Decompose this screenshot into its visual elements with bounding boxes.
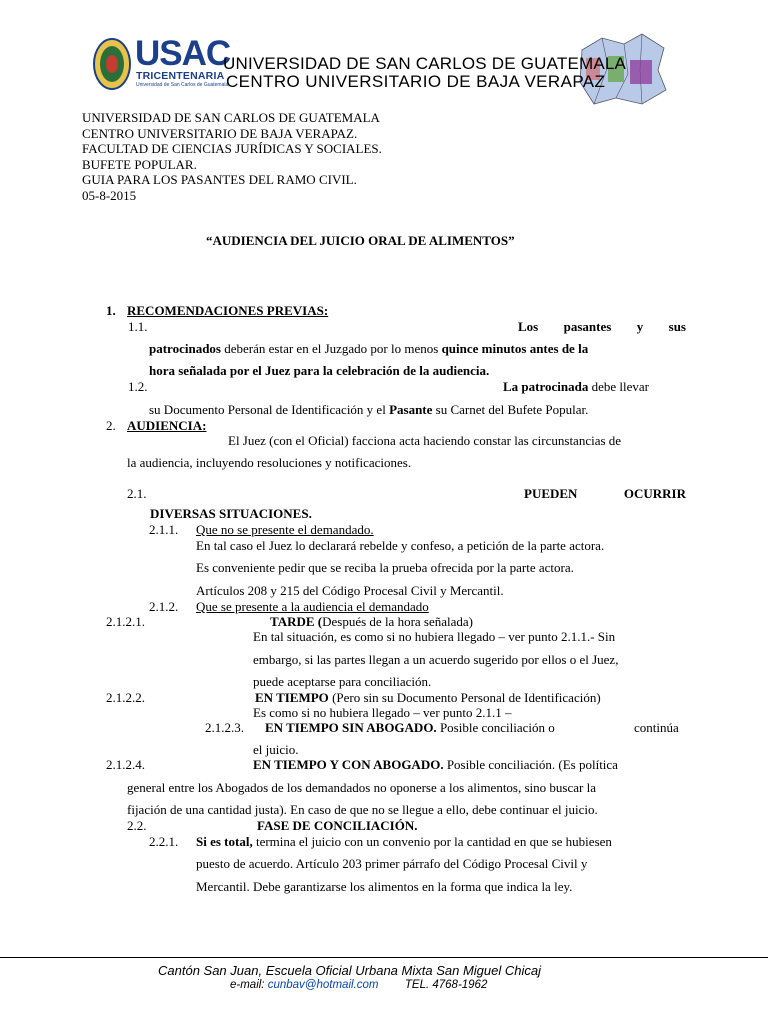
footer-phone: TEL. 4768-1962 [404, 979, 488, 991]
university-seal-icon [93, 38, 131, 90]
item-2-1-line2: DIVERSAS SITUACIONES. [150, 506, 312, 521]
intro-line: CENTRO UNIVERSITARIO DE BAJA VERAPAZ. [82, 126, 358, 141]
section-2-number: 2. [106, 418, 116, 433]
item-2-1-1-title: Que no se presente el demandado. [196, 522, 374, 537]
item-2-1-2-1-title: TARDE (Después de la hora señalada) [270, 614, 474, 629]
section-2-heading: AUDIENCIA: [127, 418, 207, 433]
item-1-1-line3: hora señalada por el Juez para la celebración de la audiencia. [149, 363, 490, 378]
item-2-1-2-4-number: 2.1.2.4. [106, 757, 145, 772]
item-2-1-2-4-title: EN TIEMPO Y CON ABOGADO. Posible conciliación. (Es política [253, 757, 618, 772]
item-2-1-2-1-line3: puede aceptarse para conciliación. [253, 674, 432, 689]
header-university-name: UNIVERSIDAD DE SAN CARLOS DE GUATEMALA [223, 54, 627, 73]
item-2-2-1-number: 2.2.1. [149, 834, 179, 849]
section-1-heading: RECOMENDACIONES PREVIAS: [127, 303, 329, 318]
section-2-para-line2: la audiencia, incluyendo resoluciones y notificaciones. [127, 455, 412, 470]
item-2-1-2-1-line2: embargo, si las partes llegan a un acuerdo sugerido por ellos o el Juez, [253, 652, 619, 667]
item-2-2-number: 2.2. [127, 818, 147, 833]
item-2-1-2-1-number: 2.1.2.1. [106, 614, 145, 629]
intro-line: UNIVERSIDAD DE SAN CARLOS DE GUATEMALA [82, 110, 380, 125]
header-center-name: CENTRO UNIVERSITARIO DE BAJA VERAPAZ [226, 72, 606, 91]
item-2-1-2-2-number: 2.1.2.2. [106, 690, 145, 705]
item-2-1-2-4-line2: fijación de una cantidad justa). En caso de que no se llegue a ello, debe continuar el juicio. [127, 802, 598, 817]
footer-divider [0, 957, 768, 958]
intro-line: GUIA PARA LOS PASANTES DEL RAMO CIVIL. [82, 172, 357, 187]
intro-date: 05-8-2015 [82, 188, 137, 203]
footer-address: Cantón San Juan, Escuela Oficial Urbana Mixta San Miguel Chicaj [158, 963, 541, 978]
logo-usac-text: USAC [135, 34, 231, 73]
item-1-1-line2: patrocinados deberán estar en el Juzgado por lo menos quince minutos antes de la [149, 341, 589, 356]
item-2-1-2-3-end: continúa [634, 720, 679, 735]
item-2-1-2-3-title: EN TIEMPO SIN ABOGADO. Posible conciliación o [265, 720, 555, 735]
item-2-2-1-line1: puesto de acuerdo. Artículo 203 primer párrafo del Código Procesal Civil y [196, 856, 588, 871]
item-2-1-2-number: 2.1.2. [149, 599, 179, 614]
section-2-para-line1: El Juez (con el Oficial) facciona acta haciendo constar las circunstancias de [228, 433, 622, 448]
logo-tricentenaria-text: TRICENTENARIA [136, 70, 225, 82]
footer-email-label: e-mail: [230, 979, 265, 991]
item-2-2-1-line2: Mercantil. Debe garantizarse los alimentos en la forma que indica la ley. [196, 879, 573, 894]
item-2-2-1-title: Si es total, termina el juicio con un convenio por la cantidad en que se hubiesen [196, 834, 612, 849]
document-title: “AUDIENCIA DEL JUICIO ORAL DE ALIMENTOS” [206, 233, 515, 248]
item-2-2-title: FASE DE CONCILIACIÓN. [257, 818, 418, 833]
item-2-1-2-title: Que se presente a la audiencia el demandado [196, 599, 429, 614]
item-2-1-2-4-line1: general entre los Abogados de los demandados no oponerse a los alimentos, sino buscar la [127, 780, 596, 795]
intro-line: BUFETE POPULAR. [82, 157, 197, 172]
item-2-1-line1: PUEDEN OCURRIR [524, 486, 686, 501]
item-2-1-1-line2: Es conveniente pedir que se reciba la prueba ofrecida por la parte actora. [196, 560, 574, 575]
item-2-1-2-3-line1: el juicio. [253, 742, 299, 757]
logo-small-text: Universidad de San Carlos de Guatemala [136, 82, 229, 88]
item-2-1-2-2-line1: Es como si no hubiera llegado – ver punto 2.1.1 – [253, 705, 512, 720]
item-2-1-2-3-number: 2.1.2.3. [205, 720, 244, 735]
intro-line: FACULTAD DE CIENCIAS JURÍDICAS Y SOCIALES. [82, 141, 382, 156]
item-1-1-line1: Los pasantes y sus [518, 319, 686, 334]
section-1-number: 1. [106, 303, 116, 318]
item-2-1-1-number: 2.1.1. [149, 522, 179, 537]
item-2-1-2-2-title: EN TIEMPO (Pero sin su Documento Personal de Identificación) [255, 690, 601, 705]
item-2-1-1-line3: Artículos 208 y 215 del Código Procesal Civil y Mercantil. [196, 583, 504, 598]
item-2-1-1-line1: En tal caso el Juez lo declarará rebelde y confeso, a petición de la parte actora. [196, 538, 605, 553]
item-1-2-line2: su Documento Personal de Identificación y el Pasante su Carnet del Bufete Popular. [149, 402, 589, 417]
item-1-1-number: 1.1. [128, 319, 148, 334]
footer-contact [230, 979, 487, 991]
item-1-2-line1: La patrocinada debe llevar [503, 379, 649, 394]
footer-email-link[interactable]: cunbav@hotmail.com [267, 979, 379, 991]
item-1-2-number: 1.2. [128, 379, 148, 394]
item-2-1-2-1-line1: En tal situación, es como si no hubiera llegado – ver punto 2.1.1.- Sin [253, 629, 616, 644]
item-2-1-number: 2.1. [127, 486, 147, 501]
